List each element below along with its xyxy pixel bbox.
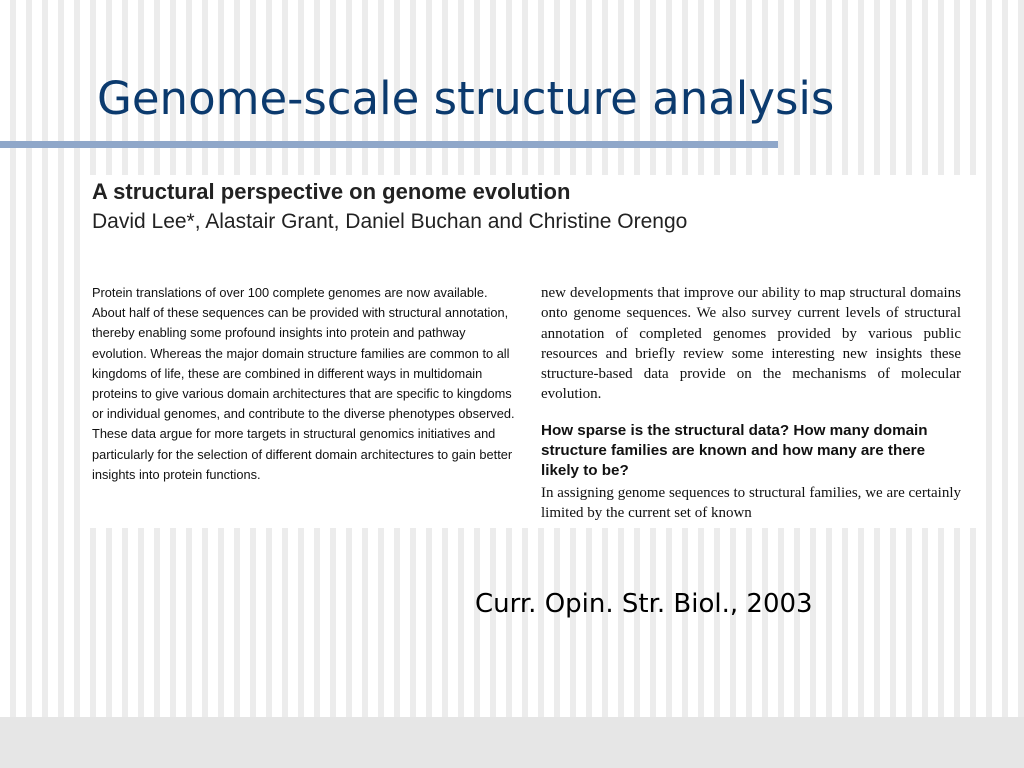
intro-paragraph: new developments that improve our ability to map structural domains onto genome sequences. We also survey current levels of structural annotation of completed genomes provided by various public resources and briefly review some interesting new insights these structure-based data provide on the mechanisms of molecular evolution. [541,285,961,403]
slide-title: Genome-scale structure analysis [97,72,835,125]
article-excerpt-image [86,175,981,528]
title-divider [0,141,778,148]
article-abstract: Protein translations of over 100 complete genomes are now available. About half of these sequences can be provided with structural annotation, thereby enabling some profound insights into protein and pathway evolution. Whereas the major domain structure families are common to all kingdoms of life, these are combined in different ways in multidomain proteins to give various domain architectures that are specific to kingdoms or individual genomes, and contribute to the diverse phenotypes observed. These data argue for more targets in structural genomics initiatives and particularly for the selection of different domain architectures to gain better insights into protein functions. [92,285,515,482]
article-authors: David Lee*, Alastair Grant, Daniel Buchan and Christine Orengo [92,210,688,233]
article-right-column [541,283,961,523]
bottom-band [0,717,1024,768]
section-heading: How sparse is the structural data? How many domain structure families are known and how many are there likely to be? [541,421,928,479]
article-title: A structural perspective on genome evolution [92,179,571,204]
section-paragraph: In assigning genome sequences to structural families, we are certainly limited by the current set of known [541,484,961,522]
citation: Curr. Opin. Str. Biol., 2003 [475,589,813,619]
